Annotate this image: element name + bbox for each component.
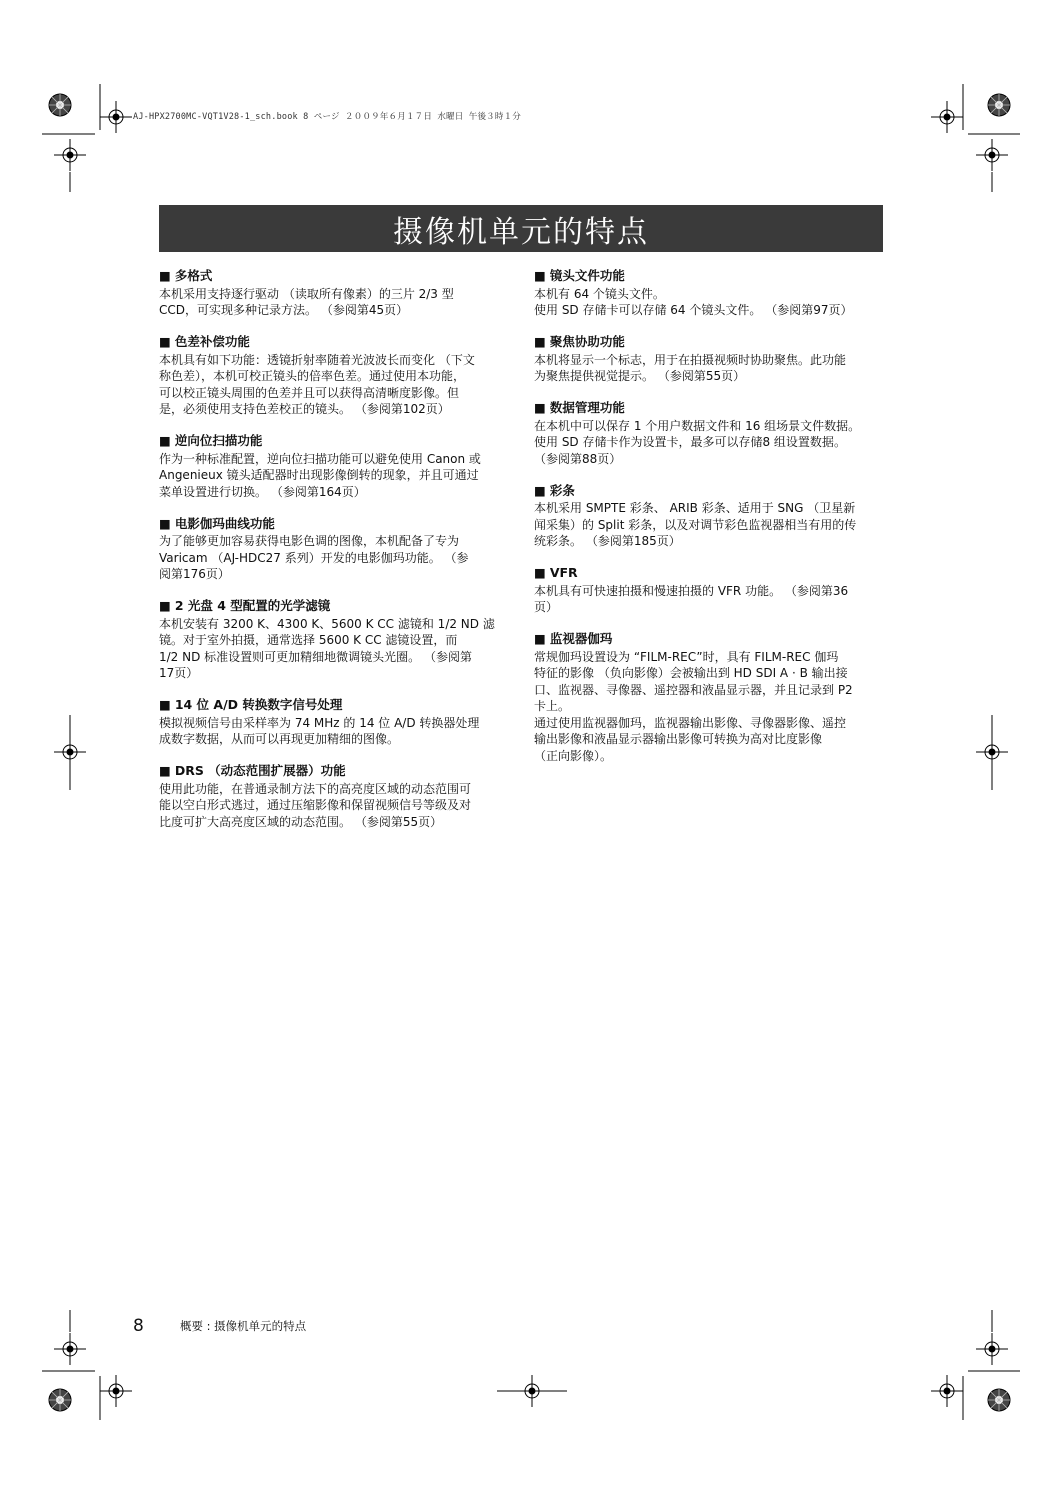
feature-section [159, 598, 511, 682]
right-column [534, 268, 886, 780]
description-line: 在本机中可以保存 1 个用户数据文件和 16 组场景文件数据。 [534, 418, 861, 433]
description-line: 模拟视频信号由采样率为 74 MHz 的 14 位 A/D 转换器处理 [159, 715, 480, 730]
feature-description [159, 286, 511, 319]
feature-heading [159, 697, 511, 714]
description-line: 能以空白形式逃过，通过压缩影像和保留视频信号等级及对 [159, 798, 472, 812]
feature-description [534, 500, 886, 550]
description-line: 使用 SD 存储卡作为设置卡，最多可以存储8 组设置数据。 [534, 435, 846, 449]
feature-description [159, 533, 511, 583]
description-line: 口、监视器、寻像器、遥控器和液晶显示器，并且记录到 P2 [534, 682, 853, 697]
feature-heading-text: DRS （动态范围扩展器）功能 [174, 763, 346, 778]
description-line: 称色差），本机可校正镜头的倍率色差。通过使用本功能， [159, 369, 466, 383]
description-line: 作为一种标准配置，逆向位扫描功能可以避免使用 Canon 或 [159, 451, 481, 466]
feature-heading-text: 14 位 A/D 转换数字信号处理 [174, 697, 343, 712]
description-line: Angenieux 镜头适配器时出现影像倒转的现象，并且可通过 [159, 468, 479, 482]
feature-heading [534, 483, 886, 500]
feature-section [159, 268, 511, 319]
feature-description [159, 715, 511, 748]
description-line: 通过使用监视器伽玛，监视器输出影像、寻像器影像、遥控 [534, 715, 847, 730]
description-line: 17页） [159, 666, 199, 680]
square-bullet-icon: ■ [534, 565, 546, 580]
feature-heading [534, 334, 886, 351]
feature-heading [159, 433, 511, 450]
square-bullet-icon: ■ [534, 334, 546, 349]
feature-section [534, 334, 886, 385]
square-bullet-icon: ■ [159, 268, 171, 283]
square-bullet-icon: ■ [534, 268, 546, 283]
feature-heading-text: 数据管理功能 [549, 400, 625, 415]
description-line: 本机有 64 个镜头文件。 [534, 286, 665, 301]
feature-heading [534, 400, 886, 417]
description-line: 闻采集）的 Split 彩条，以及对调节彩色监视器相当有用的传 [534, 517, 857, 532]
feature-description [534, 286, 886, 319]
feature-heading [159, 763, 511, 780]
description-line: 卡上。 [534, 699, 571, 713]
feature-heading-text: 多格式 [174, 268, 213, 283]
feature-section [159, 516, 511, 583]
footer-section-label: 概要 : 摄像机单元的特点 [180, 1319, 307, 1333]
feature-heading-text: 彩条 [549, 482, 575, 498]
feature-heading-text: VFR [549, 565, 578, 580]
description-line: 本机具有可快速拍摄和慢速拍摄的 VFR 功能。 （参阅第36 [534, 583, 849, 598]
feature-heading [159, 268, 511, 285]
print-header-info: AJ-HPX2700MC-VQT1V28-1_sch.book 8 ページ ２００９年６月１７日 水曜日 午後３時１分 [133, 112, 521, 122]
description-line: 统彩条。 （参阅第185页） [534, 534, 681, 548]
feature-section [534, 268, 886, 319]
feature-section [159, 433, 511, 500]
feature-heading-text: 2 光盘 4 型配置的光学滤镜 [174, 598, 331, 613]
feature-section [534, 631, 886, 764]
feature-heading-text: 色差补偿功能 [174, 334, 250, 349]
description-line: 可以校正镜头周围的色差并且可以获得高清晰度影像。但 [159, 385, 460, 400]
left-column [159, 268, 511, 846]
description-line: 为聚焦提供视觉提示。 （参阅第55页） [534, 369, 746, 383]
description-line: 本机采用 SMPTE 彩条、 ARIB 彩条、适用于 SNG （卫星新 [534, 501, 856, 515]
feature-section [534, 565, 886, 616]
description-line: 本机采用支持逐行驱动 （读取所有像素）的三片 2/3 型 [159, 286, 454, 301]
description-line: 本机将显示一个标志，用于在拍摄视频时协助聚焦。此功能 [534, 352, 847, 367]
square-bullet-icon: ■ [159, 598, 171, 613]
feature-section [159, 334, 511, 418]
description-line: 为了能够更加容易获得电影色调的图像，本机配备了专为 [159, 534, 460, 548]
feature-heading-text: 监视器伽玛 [549, 631, 613, 646]
feature-heading [159, 598, 511, 615]
square-bullet-icon: ■ [159, 697, 171, 712]
feature-description [159, 781, 511, 831]
square-bullet-icon: ■ [159, 515, 171, 531]
square-bullet-icon: ■ [159, 334, 171, 349]
feature-heading [534, 268, 886, 285]
square-bullet-icon: ■ [534, 482, 546, 498]
description-line: 使用此功能，在普通录制方法下的高亮度区域的动态范围可 [159, 781, 472, 796]
description-line: 比度可扩大高亮度区域的动态范围。 （参阅第55页） [159, 814, 443, 829]
description-line: 常规伽玛设置设为 “FILM-REC”时，具有 FILM-REC 伽玛 [534, 649, 839, 664]
square-bullet-icon: ■ [159, 433, 171, 448]
description-line: 1/2 ND 标准设置则可更加精细地微调镜头光圈。 （参阅第 [159, 649, 472, 664]
feature-section [534, 483, 886, 550]
description-line: 是，必须使用支持色差校正的镜头。 （参阅第102页） [159, 402, 450, 416]
description-line: 镜。对于室外拍摄，通常选择 5600 K CC 滤镜设置，而 [159, 633, 458, 647]
feature-description [159, 352, 511, 418]
feature-heading-text: 电影伽玛曲线功能 [174, 515, 275, 531]
description-line: CCD，可实现多种记录方法。 （参阅第45页） [159, 303, 409, 317]
feature-description [534, 583, 886, 616]
feature-description [534, 352, 886, 385]
square-bullet-icon: ■ [534, 631, 546, 646]
feature-heading [534, 565, 886, 582]
description-line: 使用 SD 存储卡可以存储 64 个镜头文件。 （参阅第97页） [534, 303, 853, 317]
description-line: 输出影像和液晶显示器输出影像可转换为高对比度影像 [534, 732, 823, 746]
feature-heading [534, 631, 886, 648]
feature-heading [159, 516, 511, 533]
feature-description [534, 649, 886, 765]
description-line: 特征的影像 （负向影像）会被输出到 HD SDI A · B 输出接 [534, 666, 848, 680]
feature-section [159, 697, 511, 748]
description-line: 菜单设置进行切换。 （参阅第164页） [159, 484, 366, 499]
description-line: 本机具有如下功能：透镜折射率随着光波波长而变化 （下文 [159, 352, 475, 367]
feature-description [534, 418, 886, 468]
feature-heading-text: 聚焦协助功能 [549, 334, 625, 349]
description-line: Varicam （AJ-HDC27 系列）开发的电影伽玛功能。 （参 [159, 550, 469, 565]
feature-section [159, 763, 511, 830]
feature-section [534, 400, 886, 467]
square-bullet-icon: ■ [534, 400, 546, 415]
description-line: 阅第176页） [159, 567, 230, 581]
description-line: 本机安装有 3200 K、4300 K、5600 K CC 滤镜和 1/2 ND 滤 [159, 616, 495, 631]
description-line: （正向影像）。 [534, 748, 613, 763]
description-line: 页） [534, 600, 559, 614]
description-line: （参阅第88页） [534, 451, 622, 466]
feature-description [159, 616, 511, 682]
feature-description [159, 451, 511, 501]
square-bullet-icon: ■ [159, 763, 171, 778]
page-title-text: 摄像机单元的特点 [393, 214, 649, 250]
page-number: 8 [133, 1316, 144, 1336]
feature-heading-text: 镜头文件功能 [549, 268, 625, 283]
feature-heading [159, 334, 511, 351]
description-line: 成数字数据，从而可以再现更加精细的图像。 [159, 732, 400, 746]
feature-heading-text: 逆向位扫描功能 [174, 433, 263, 448]
page-title [159, 205, 883, 252]
